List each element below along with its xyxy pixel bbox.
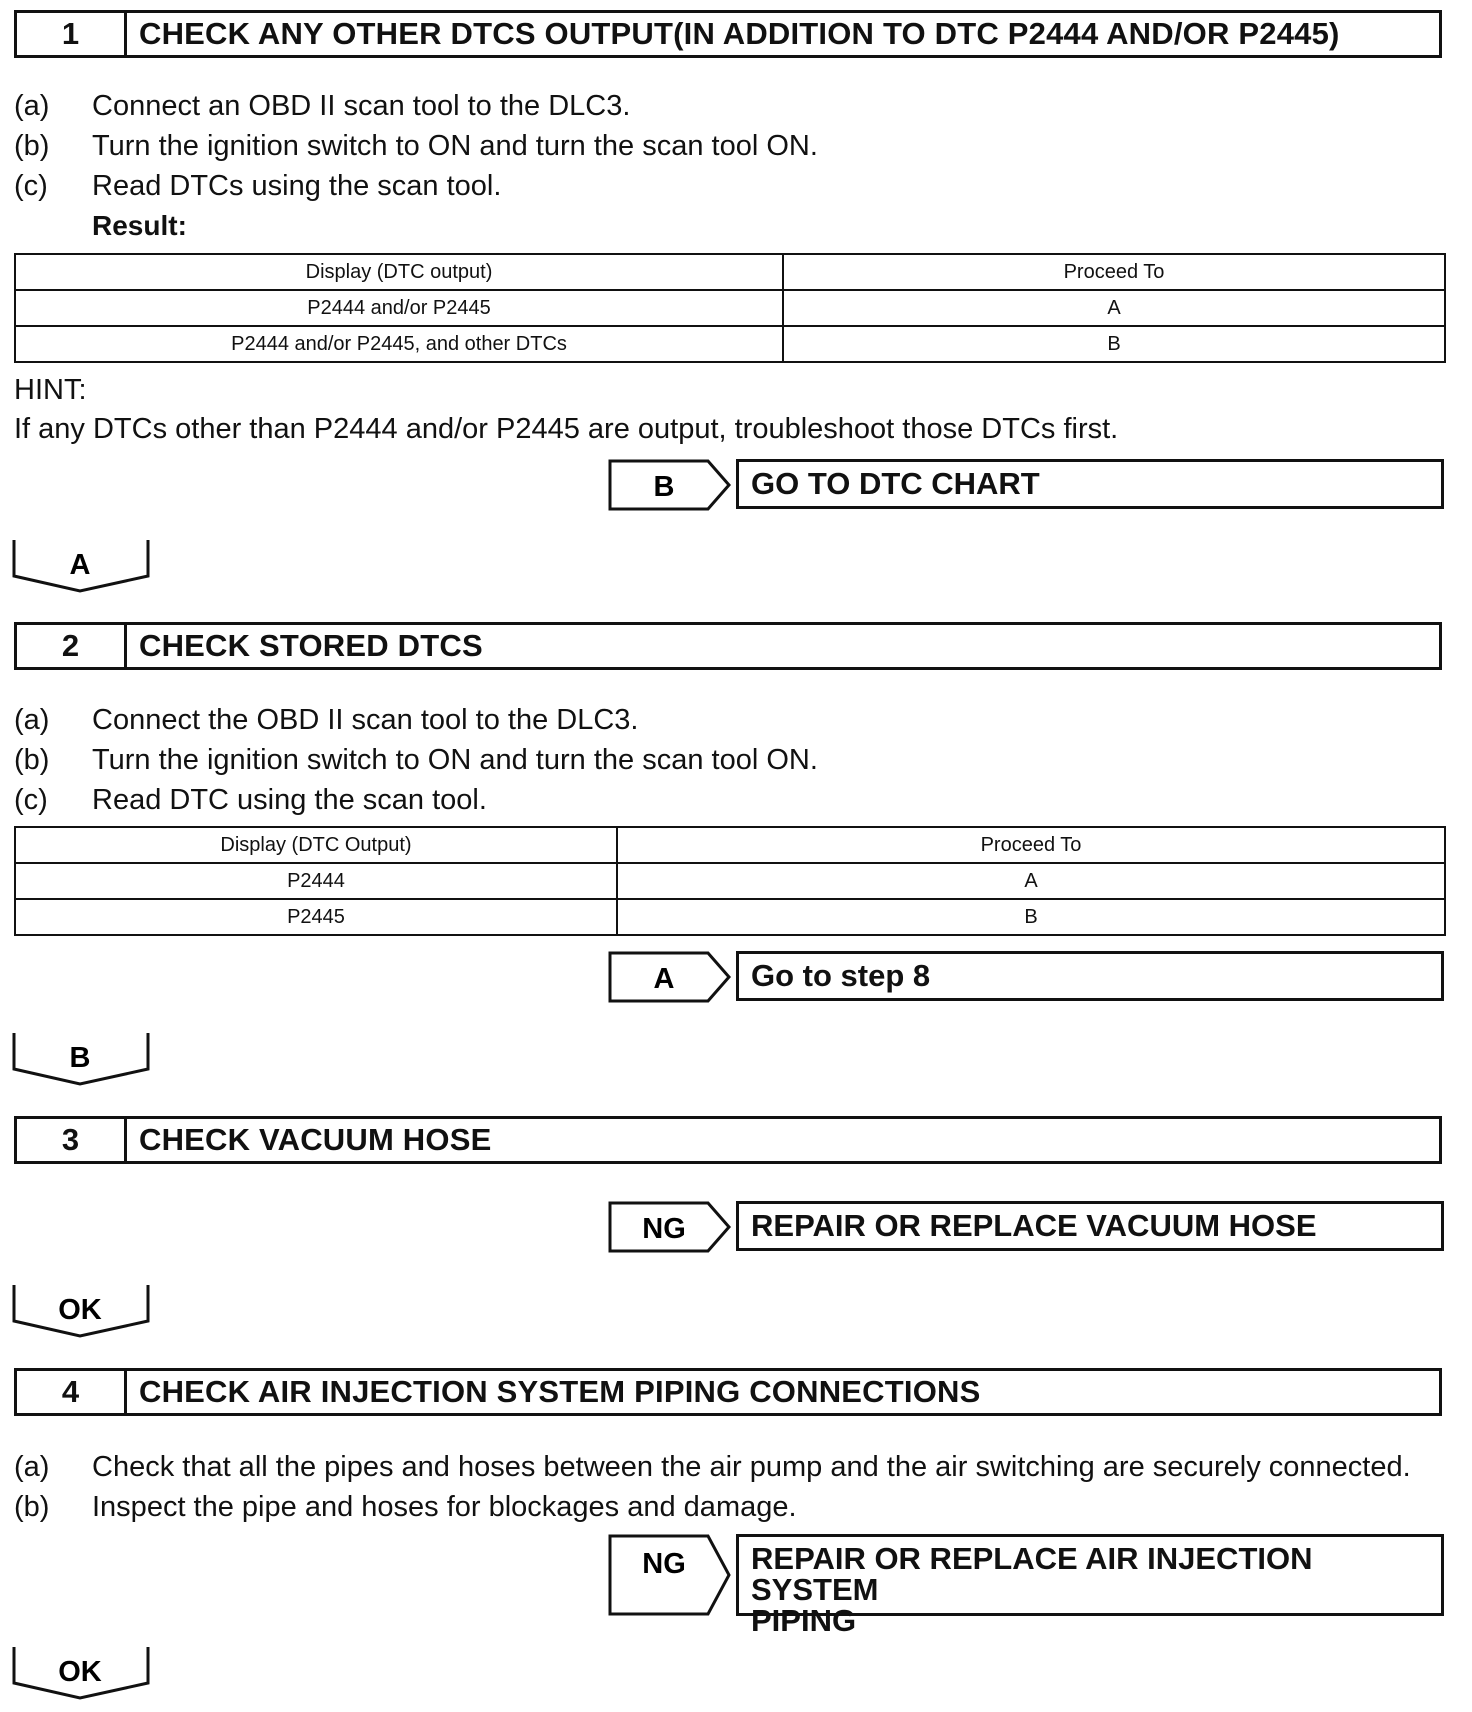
- step-text: Turn the ignition switch to ON and turn the scan tool ON.: [92, 744, 818, 776]
- section-2-header: [14, 622, 1442, 670]
- table-header-row: [15, 254, 1445, 290]
- branch-tag-label: NG: [642, 1213, 686, 1245]
- step-label: (b): [14, 1491, 50, 1523]
- table-cell: B: [617, 899, 1445, 935]
- step-label: (c): [14, 170, 48, 202]
- section-4-title: CHECK AIR INJECTION SYSTEM PIPING CONNECTIONS: [139, 1374, 981, 1409]
- hint-text: If any DTCs other than P2444 and/or P2445 are output, troubleshoot those DTCs first.: [14, 413, 1119, 445]
- result-label: Result:: [92, 210, 187, 241]
- step-text: Read DTCs using the scan tool.: [92, 170, 502, 202]
- branch-destination-line-2: PIPING: [751, 1603, 857, 1638]
- section-3-number: 3: [17, 1119, 127, 1161]
- table-cell: A: [783, 290, 1445, 326]
- step-label: (b): [14, 130, 50, 162]
- section-1-title: CHECK ANY OTHER DTCS OUTPUT(IN ADDITION TO DTC P2444 AND/OR P2445): [139, 16, 1340, 51]
- section-2-step-a: [14, 700, 638, 740]
- step-text: Inspect the pipe and hoses for blockages and damage.: [92, 1491, 797, 1523]
- table-header-row: [15, 827, 1445, 863]
- branch-destination: REPAIR OR REPLACE VACUUM HOSE: [736, 1201, 1444, 1251]
- table-header-cell: Proceed To: [783, 254, 1445, 290]
- continue-tag: [12, 1645, 152, 1701]
- branch-arrow-tag: [608, 1534, 732, 1618]
- table-row: [15, 326, 1445, 362]
- branch-destination-line-1: REPAIR OR REPLACE AIR INJECTION SYSTEM: [751, 1541, 1313, 1607]
- section-4-step-a: [14, 1447, 1411, 1487]
- continue-tag: [12, 1031, 152, 1087]
- table-cell: B: [783, 326, 1445, 362]
- branch-destination: GO TO DTC CHART: [736, 459, 1444, 509]
- branch-destination: [736, 1534, 1444, 1638]
- step-text: Read DTC using the scan tool.: [92, 784, 487, 816]
- continue-tag: [12, 538, 152, 594]
- table-header-cell: Proceed To: [617, 827, 1445, 863]
- section-1-step-a: [14, 86, 630, 126]
- table-cell: P2445: [15, 899, 617, 935]
- step-label: (c): [14, 784, 48, 816]
- branch-tag-label: NG: [642, 1548, 686, 1580]
- branch-arrow-tag: [608, 951, 732, 1003]
- step-label: (a): [14, 1451, 50, 1483]
- step-label: (b): [14, 744, 50, 776]
- table-cell: P2444: [15, 863, 617, 899]
- continue-tag-label: B: [69, 1042, 91, 1074]
- section-1-number: 1: [17, 13, 127, 55]
- table-row: [15, 290, 1445, 326]
- section-3-header: [14, 1116, 1442, 1164]
- section-3-title: CHECK VACUUM HOSE: [139, 1122, 492, 1157]
- branch-tag-label: A: [653, 963, 675, 995]
- branch-tag-label: B: [653, 471, 675, 503]
- continue-tag-label: OK: [58, 1656, 102, 1688]
- step-text: Check that all the pipes and hoses between the air pump and the air switching are securely connected.: [92, 1451, 1411, 1483]
- section-1-step-c: [14, 166, 501, 206]
- step-text: Turn the ignition switch to ON and turn the scan tool ON.: [92, 130, 818, 162]
- continue-tag-label: A: [69, 549, 91, 581]
- section-4-step-b: [14, 1487, 797, 1527]
- section-2-title: CHECK STORED DTCS: [139, 628, 483, 663]
- section-4-header: [14, 1368, 1442, 1416]
- branch-arrow-tag: [608, 459, 732, 511]
- branch-destination: Go to step 8: [736, 951, 1444, 1001]
- table-header-cell: Display (DTC Output): [15, 827, 617, 863]
- step-label: (a): [14, 90, 50, 122]
- table-row: [15, 899, 1445, 935]
- step-label: (a): [14, 704, 50, 736]
- table-cell: P2444 and/or P2445, and other DTCs: [15, 326, 783, 362]
- table-cell: A: [617, 863, 1445, 899]
- section-2-step-b: [14, 740, 818, 780]
- section-2-step-c: [14, 780, 487, 820]
- section-2-number: 2: [17, 625, 127, 667]
- step-text: Connect the OBD II scan tool to the DLC3.: [92, 704, 639, 736]
- branch-arrow-tag: [608, 1201, 732, 1253]
- step-text: Connect an OBD II scan tool to the DLC3.: [92, 90, 631, 122]
- continue-tag: [12, 1283, 152, 1339]
- section-1-header: [14, 10, 1442, 58]
- table-header-cell: Display (DTC output): [15, 254, 783, 290]
- table-cell: P2444 and/or P2445: [15, 290, 783, 326]
- hint-label: HINT:: [14, 374, 87, 406]
- continue-tag-label: OK: [58, 1294, 102, 1326]
- section-4-number: 4: [17, 1371, 127, 1413]
- section-1-result-table: [14, 253, 1446, 363]
- section-2-result-table: [14, 826, 1446, 936]
- section-1-step-b: [14, 126, 818, 166]
- table-row: [15, 863, 1445, 899]
